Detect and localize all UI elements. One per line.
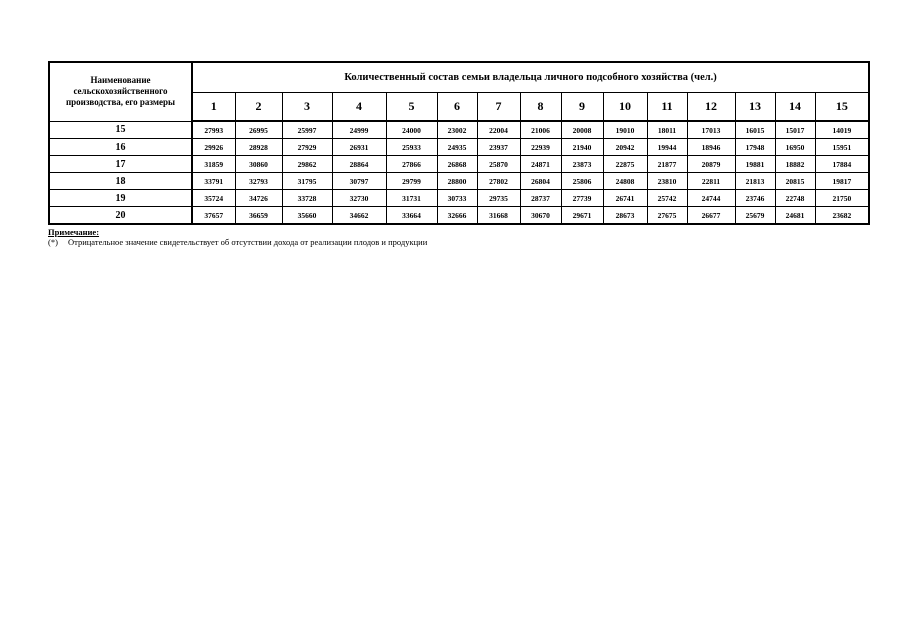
table-cell: 22748 — [775, 190, 815, 207]
table-cell: 24808 — [603, 173, 647, 190]
table-cell: 16015 — [735, 121, 775, 139]
table-cell: 25997 — [282, 121, 332, 139]
table-cell: 19817 — [815, 173, 869, 190]
table-cell: 32793 — [235, 173, 282, 190]
table-cell: 20008 — [561, 121, 603, 139]
table-cell: 32730 — [332, 190, 386, 207]
table-row — [49, 190, 869, 207]
table-cell: 23682 — [815, 207, 869, 225]
table-cell: 25679 — [735, 207, 775, 225]
table-cell: 30670 — [520, 207, 561, 225]
table-cell: 23746 — [735, 190, 775, 207]
table-cell: 21940 — [561, 139, 603, 156]
income-table — [48, 61, 870, 225]
column-header: 7 — [477, 93, 520, 122]
table-cell: 20879 — [687, 156, 735, 173]
table-cell: 18946 — [687, 139, 735, 156]
table-row — [49, 156, 869, 173]
table-cell: 31668 — [477, 207, 520, 225]
table-cell: 35660 — [282, 207, 332, 225]
table-cell: 33791 — [192, 173, 235, 190]
row-label: 16 — [49, 139, 192, 156]
table-cell: 27802 — [477, 173, 520, 190]
table-cell: 32666 — [437, 207, 477, 225]
note-text: Отрицательное значение свидетельствует об отсутствии дохода от реализации плодов и продукции — [68, 237, 428, 247]
table-cell: 28864 — [332, 156, 386, 173]
row-label: 17 — [49, 156, 192, 173]
name-column-header: Наименование сельскохозяйственного производства, его размеры — [49, 62, 192, 121]
table-cell: 26804 — [520, 173, 561, 190]
table-cell: 37657 — [192, 207, 235, 225]
row-label: 15 — [49, 121, 192, 139]
column-header: 6 — [437, 93, 477, 122]
table-cell: 25806 — [561, 173, 603, 190]
table-body — [49, 121, 869, 224]
table-row — [49, 121, 869, 139]
table-cell: 31795 — [282, 173, 332, 190]
column-header: 4 — [332, 93, 386, 122]
table-cell: 24871 — [520, 156, 561, 173]
table-cell: 27739 — [561, 190, 603, 207]
document — [48, 61, 868, 247]
table-row — [49, 139, 869, 156]
column-header: 5 — [386, 93, 437, 122]
table-cell: 26741 — [603, 190, 647, 207]
table-cell: 30733 — [437, 190, 477, 207]
table-cell: 30860 — [235, 156, 282, 173]
column-header: 8 — [520, 93, 561, 122]
table-cell: 14019 — [815, 121, 869, 139]
table-cell: 26995 — [235, 121, 282, 139]
table-cell: 28800 — [437, 173, 477, 190]
table-cell: 19010 — [603, 121, 647, 139]
column-header: 9 — [561, 93, 603, 122]
table-cell: 20942 — [603, 139, 647, 156]
column-header: 15 — [815, 93, 869, 122]
table-cell: 17884 — [815, 156, 869, 173]
table-cell: 28673 — [603, 207, 647, 225]
table-cell: 36659 — [235, 207, 282, 225]
column-header: 11 — [647, 93, 687, 122]
table-cell: 18882 — [775, 156, 815, 173]
column-header: 2 — [235, 93, 282, 122]
table-cell: 27993 — [192, 121, 235, 139]
table-cell: 25870 — [477, 156, 520, 173]
table-cell: 21813 — [735, 173, 775, 190]
table-cell: 30797 — [332, 173, 386, 190]
table-cell: 34726 — [235, 190, 282, 207]
table-cell: 21750 — [815, 190, 869, 207]
note-symbol: (*) — [48, 237, 58, 247]
table-cell: 15017 — [775, 121, 815, 139]
table-cell: 24999 — [332, 121, 386, 139]
column-header: 1 — [192, 93, 235, 122]
table-cell: 23937 — [477, 139, 520, 156]
row-label: 18 — [49, 173, 192, 190]
table-cell: 24744 — [687, 190, 735, 207]
table-cell: 18011 — [647, 121, 687, 139]
table-cell: 17948 — [735, 139, 775, 156]
table-cell: 33728 — [282, 190, 332, 207]
row-label: 19 — [49, 190, 192, 207]
table-cell: 29862 — [282, 156, 332, 173]
table-cell: 26868 — [437, 156, 477, 173]
table-cell: 31731 — [386, 190, 437, 207]
table-cell: 24935 — [437, 139, 477, 156]
column-header: 10 — [603, 93, 647, 122]
table-cell: 20815 — [775, 173, 815, 190]
table-cell: 24681 — [775, 207, 815, 225]
table-cell: 31859 — [192, 156, 235, 173]
table-cell: 29735 — [477, 190, 520, 207]
table-cell: 22875 — [603, 156, 647, 173]
column-header: 3 — [282, 93, 332, 122]
column-header: 14 — [775, 93, 815, 122]
table-cell: 35724 — [192, 190, 235, 207]
table-cell: 26931 — [332, 139, 386, 156]
table-row — [49, 207, 869, 225]
table-cell: 22811 — [687, 173, 735, 190]
table-cell: 19881 — [735, 156, 775, 173]
table-cell: 22004 — [477, 121, 520, 139]
table-cell: 16950 — [775, 139, 815, 156]
table-cell: 15951 — [815, 139, 869, 156]
table-cell: 29671 — [561, 207, 603, 225]
table-cell: 29799 — [386, 173, 437, 190]
table-cell: 29926 — [192, 139, 235, 156]
table-cell: 33664 — [386, 207, 437, 225]
column-header: 13 — [735, 93, 775, 122]
column-header: 12 — [687, 93, 735, 122]
table-cell: 25742 — [647, 190, 687, 207]
table-cell: 19944 — [647, 139, 687, 156]
table-title: Количественный состав семьи владельца личного подсобного хозяйства (чел.) — [192, 62, 869, 93]
note-heading: Примечание: — [48, 227, 100, 237]
table-cell: 28928 — [235, 139, 282, 156]
table-cell: 23002 — [437, 121, 477, 139]
note-line — [48, 237, 868, 247]
table-cell: 21006 — [520, 121, 561, 139]
table-cell: 22939 — [520, 139, 561, 156]
table-cell: 17013 — [687, 121, 735, 139]
table-cell: 26677 — [687, 207, 735, 225]
table-cell: 34662 — [332, 207, 386, 225]
table-cell: 23810 — [647, 173, 687, 190]
table-cell: 21877 — [647, 156, 687, 173]
table-cell: 24000 — [386, 121, 437, 139]
row-label: 20 — [49, 207, 192, 225]
table-cell: 27929 — [282, 139, 332, 156]
table-cell: 27866 — [386, 156, 437, 173]
table-row — [49, 173, 869, 190]
table-cell: 23873 — [561, 156, 603, 173]
table-cell: 28737 — [520, 190, 561, 207]
note-block — [48, 227, 868, 247]
table-cell: 25933 — [386, 139, 437, 156]
table-cell: 27675 — [647, 207, 687, 225]
